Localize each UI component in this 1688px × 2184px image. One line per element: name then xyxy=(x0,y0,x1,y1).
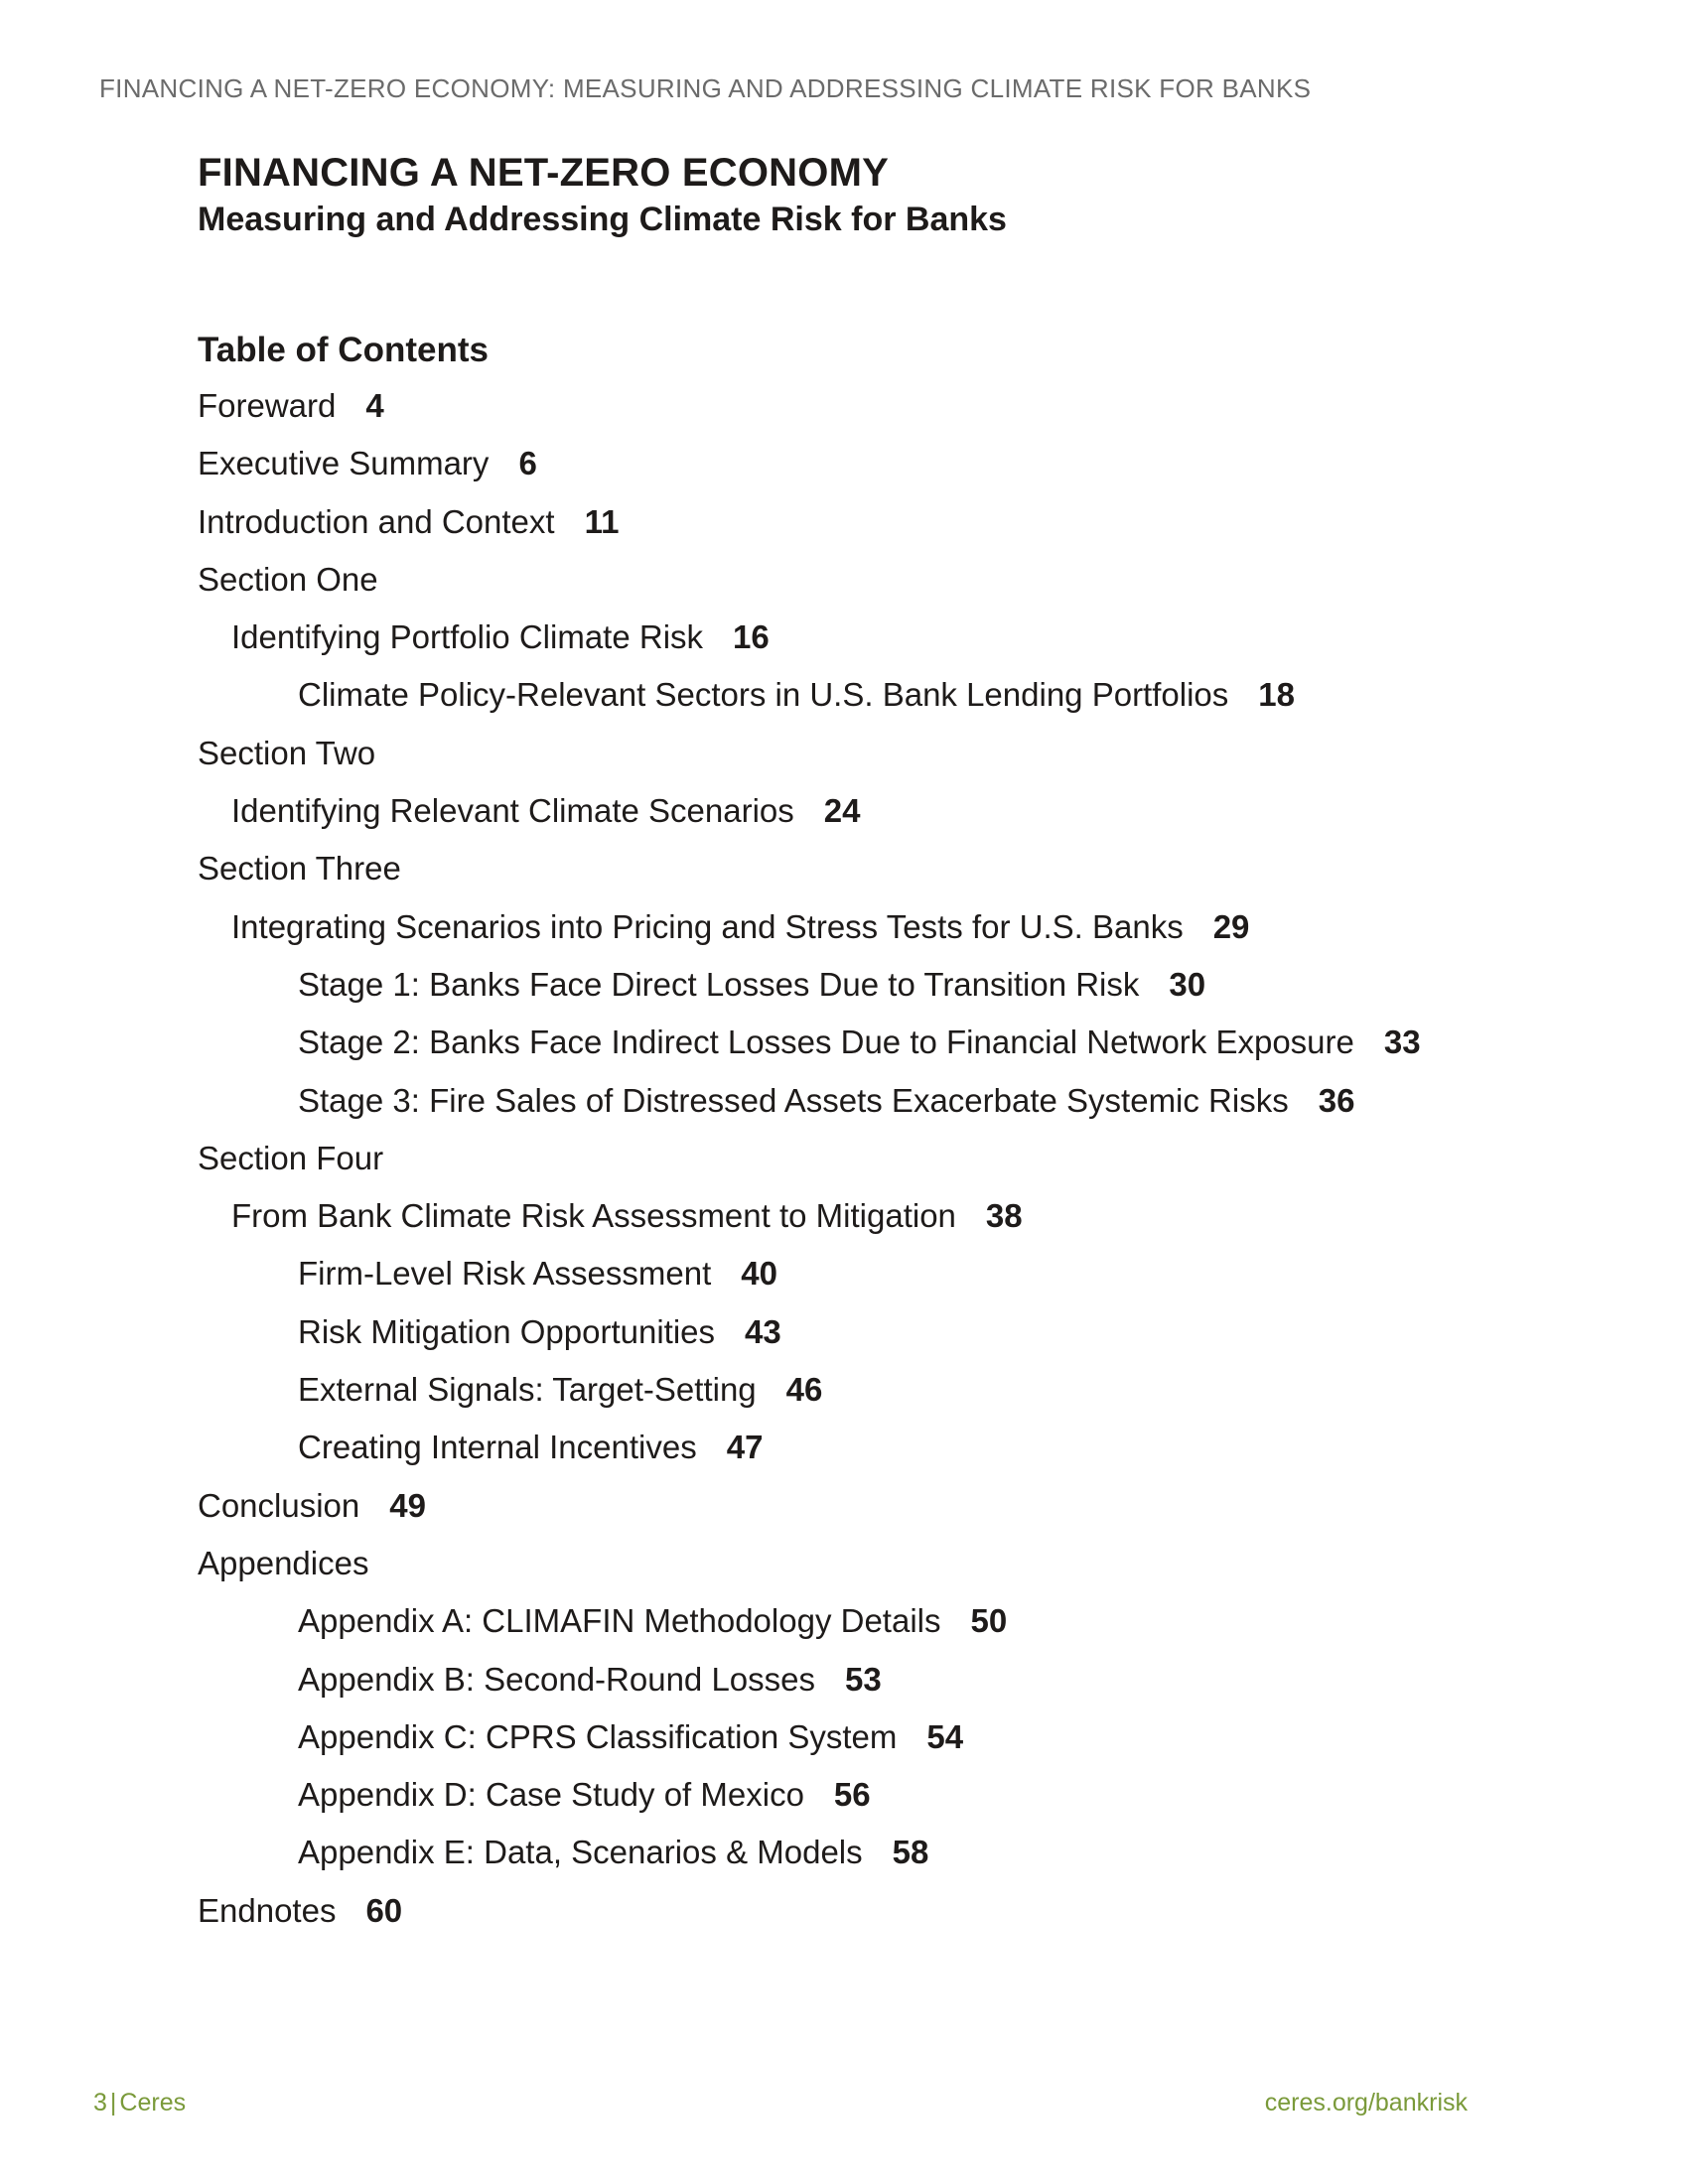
toc-entry-label: Appendix E: Data, Scenarios & Models xyxy=(298,1834,863,1871)
toc-entry-label: Section Three xyxy=(198,850,401,887)
toc-entry[interactable] xyxy=(198,443,1588,500)
toc-entry-page: 43 xyxy=(745,1312,781,1350)
toc-entry-label: Identifying Relevant Climate Scenarios xyxy=(231,792,794,830)
toc-entry[interactable] xyxy=(198,1485,1588,1543)
toc-entry[interactable] xyxy=(198,1716,1588,1774)
toc-entry-page: 6 xyxy=(518,445,537,482)
toc-entry-page: 30 xyxy=(1169,965,1206,1003)
running-header: FINANCING A NET-ZERO ECONOMY: MEASURING AND ADDRESSING CLIMATE RISK FOR BANKS xyxy=(99,73,1312,103)
toc-entry[interactable] xyxy=(198,1080,1588,1138)
toc-entry-page: 60 xyxy=(365,1891,403,1929)
toc-entry-page: 54 xyxy=(926,1717,964,1755)
toc-entry-page: 36 xyxy=(1318,1081,1355,1119)
toc-entry-page: 16 xyxy=(733,618,770,656)
toc-entry-label: Foreward xyxy=(198,387,337,424)
toc-entry-label: Integrating Scenarios into Pricing and Stress Tests for U.S. Banks xyxy=(231,907,1184,945)
toc-list xyxy=(198,385,1588,1948)
title-block xyxy=(198,149,1007,242)
toc-entry[interactable] xyxy=(198,674,1588,732)
toc-entry[interactable] xyxy=(198,733,1588,790)
toc-entry-label: Appendix A: CLIMAFIN Methodology Details xyxy=(298,1602,941,1640)
toc-entry-page: 40 xyxy=(741,1255,777,1293)
toc-entry-page: 11 xyxy=(584,502,620,540)
toc-entry-label: Appendix D: Case Study of Mexico xyxy=(298,1776,804,1814)
footer-url-link[interactable]: ceres.org/bankrisk xyxy=(1264,2089,1468,2116)
document-title: FINANCING A NET-ZERO ECONOMY xyxy=(198,151,889,195)
toc-entry-label: Endnotes xyxy=(198,1891,337,1929)
toc-entry-page: 50 xyxy=(970,1602,1008,1640)
toc-entry-label: Section Four xyxy=(198,1139,384,1176)
toc-entry-label: Introduction and Context xyxy=(198,502,555,540)
toc-entry-page: 29 xyxy=(1212,907,1250,945)
toc-entry[interactable] xyxy=(198,559,1588,616)
toc-entry[interactable] xyxy=(198,1369,1588,1427)
toc-entry[interactable] xyxy=(198,848,1588,905)
footer-page-label xyxy=(93,2089,186,2117)
toc-entry-label: Creating Internal Incentives xyxy=(298,1429,697,1466)
toc-entry[interactable] xyxy=(198,1890,1588,1948)
toc-entry-label: Appendix C: CPRS Classification System xyxy=(298,1717,898,1755)
toc-entry-page: 58 xyxy=(892,1834,929,1871)
page-number: 3 xyxy=(93,2089,107,2116)
toc-entry-page: 56 xyxy=(833,1776,871,1814)
toc-entry[interactable] xyxy=(198,1659,1588,1716)
toc-entry-page: 24 xyxy=(823,792,861,830)
toc-entry-label: Appendices xyxy=(198,1544,369,1581)
toc-entry-page: 46 xyxy=(785,1371,823,1409)
footer-separator: | xyxy=(109,2089,117,2116)
toc-entry[interactable] xyxy=(198,1774,1588,1832)
toc-entry[interactable] xyxy=(198,1195,1588,1253)
toc-entry[interactable] xyxy=(198,1427,1588,1484)
toc-entry-label: Conclusion xyxy=(198,1486,360,1524)
toc-entry-page: 47 xyxy=(726,1429,764,1466)
toc-entry-label: Identifying Portfolio Climate Risk xyxy=(231,618,704,656)
toc-entry-label: Stage 1: Banks Face Direct Losses Due to Transition Risk xyxy=(298,965,1140,1003)
toc-entry-label: Executive Summary xyxy=(198,445,490,482)
toc-entry-label: External Signals: Target-Setting xyxy=(298,1371,757,1409)
toc-entry[interactable] xyxy=(198,1138,1588,1195)
toc-entry-page: 38 xyxy=(985,1197,1023,1235)
toc-entry[interactable] xyxy=(198,790,1588,848)
toc-entry-label: Appendix B: Second-Round Losses xyxy=(298,1660,816,1698)
toc-heading: Table of Contents xyxy=(198,331,489,369)
toc-entry[interactable] xyxy=(198,1253,1588,1310)
toc-entry[interactable] xyxy=(198,1832,1588,1889)
toc-entry-page: 33 xyxy=(1383,1024,1421,1061)
toc-entry-label: From Bank Climate Risk Assessment to Mitigation xyxy=(231,1197,956,1235)
toc-entry-label: Firm-Level Risk Assessment xyxy=(298,1255,712,1293)
toc-entry-label: Climate Policy-Relevant Sectors in U.S. Bank Lending Portfolios xyxy=(298,676,1229,714)
toc-entry[interactable] xyxy=(198,501,1588,559)
toc-entry[interactable] xyxy=(198,964,1588,1022)
toc-entry[interactable] xyxy=(198,1600,1588,1658)
toc-entry-label: Risk Mitigation Opportunities xyxy=(298,1312,716,1350)
toc-entry-page: 49 xyxy=(389,1486,426,1524)
footer-org-link[interactable]: Ceres xyxy=(119,2089,187,2116)
toc-entry[interactable] xyxy=(198,1311,1588,1369)
toc-entry-page: 18 xyxy=(1258,676,1295,714)
toc-entry-page: 4 xyxy=(365,387,384,424)
toc-entry[interactable] xyxy=(198,616,1588,674)
toc-entry-label: Section One xyxy=(198,560,378,598)
toc-entry[interactable] xyxy=(198,385,1588,443)
document-subtitle: Measuring and Addressing Climate Risk for Banks xyxy=(198,201,1007,238)
toc-entry[interactable] xyxy=(198,1022,1588,1079)
toc-entry-label: Stage 3: Fire Sales of Distressed Assets Exacerbate Systemic Risks xyxy=(298,1081,1289,1119)
toc-entry[interactable] xyxy=(198,1543,1588,1600)
toc-entry-label: Section Two xyxy=(198,734,376,771)
toc-entry[interactable] xyxy=(198,906,1588,964)
table-of-contents xyxy=(198,328,1588,1948)
toc-entry-page: 53 xyxy=(845,1660,882,1698)
toc-entry-label: Stage 2: Banks Face Indirect Losses Due to Financial Network Exposure xyxy=(298,1024,1354,1061)
